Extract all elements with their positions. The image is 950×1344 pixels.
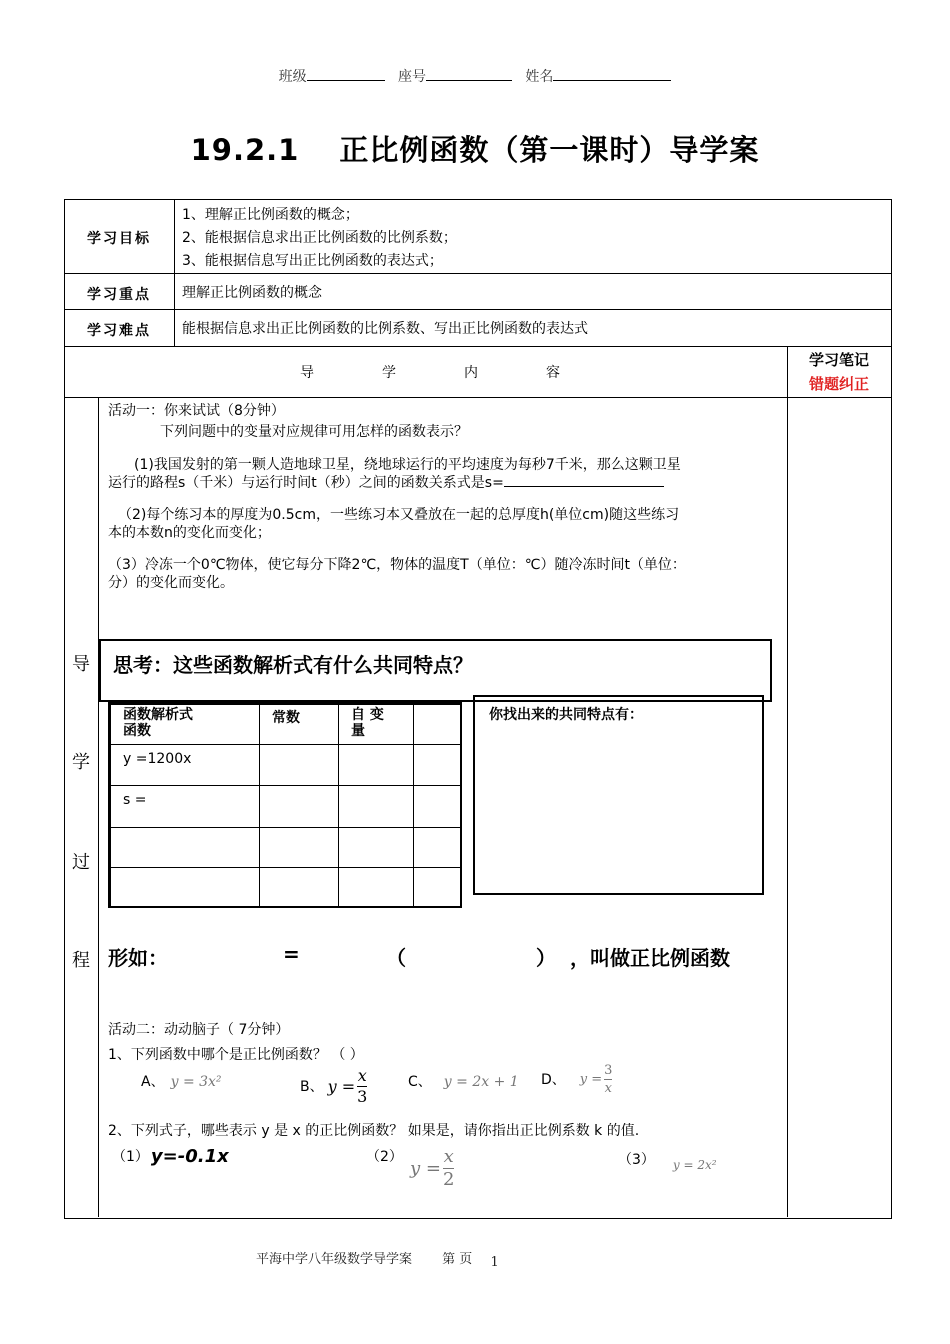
option-a[interactable] bbox=[141, 1073, 222, 1091]
activity2-title: 活动二：动动脑子（ 7分钟） bbox=[108, 1022, 290, 1038]
footer-page-number: 1 bbox=[490, 1255, 499, 1270]
page-title bbox=[0, 128, 950, 169]
table-header-variable bbox=[339, 705, 414, 745]
table-cell[interactable] bbox=[339, 867, 414, 907]
activity1-question-3 bbox=[108, 556, 784, 592]
side-char: 导 bbox=[72, 654, 90, 675]
side-char: 学 bbox=[72, 752, 90, 773]
difficulty-text: 能根据信息求出正比例函数的比例系数、写出正比例函数的表达式 bbox=[182, 321, 588, 337]
question-text: (1)我国发射的第一颗人造地球卫星，绕地球运行的平均速度为每秒7千米，那么这颗卫星 bbox=[134, 457, 681, 473]
divider bbox=[64, 309, 891, 310]
definition-prefix: 形如： bbox=[108, 946, 168, 970]
table-header-function bbox=[111, 705, 260, 745]
fraction-denominator: 2 bbox=[442, 1169, 455, 1190]
activity1-question-1 bbox=[108, 456, 784, 492]
common-features-box[interactable] bbox=[473, 695, 764, 895]
fraction-denominator: 3 bbox=[357, 1087, 368, 1106]
divider bbox=[787, 346, 788, 1217]
subquestion-formula: y = 2x² bbox=[672, 1158, 717, 1172]
subquestion-2-fraction bbox=[443, 1148, 454, 1189]
table-cell[interactable] bbox=[111, 786, 260, 827]
table-cell[interactable] bbox=[260, 745, 339, 786]
divider bbox=[64, 273, 891, 274]
question-text: 分）的变化而变化。 bbox=[108, 575, 234, 591]
definition-paren-open: （ bbox=[386, 946, 406, 970]
table-header-empty bbox=[414, 705, 462, 745]
difficulty-label: 学习难点 bbox=[87, 323, 151, 339]
option-label: B、 bbox=[300, 1078, 324, 1095]
goal-item: 3、能根据信息写出正比例函数的表达式； bbox=[182, 253, 443, 269]
content-header-char: 导 bbox=[300, 365, 314, 381]
definition-paren-close: ） bbox=[536, 946, 556, 970]
goal-item: 2、能根据信息求出正比例函数的比例系数； bbox=[182, 230, 457, 246]
question-text bbox=[108, 474, 784, 492]
activity2-question-1: 1、下列函数中哪个是正比例函数？ （ ） bbox=[108, 1047, 364, 1063]
name-label: 姓名 bbox=[525, 69, 554, 85]
table-cell[interactable] bbox=[339, 786, 414, 827]
question-text-part: 运行的路程s（千米）与运行时间t（秒）之间的函数关系式是s= bbox=[108, 475, 504, 491]
cell-text: y =1200x bbox=[123, 751, 192, 768]
table-cell[interactable] bbox=[414, 867, 462, 907]
subquestion-formula: y=-0.1x bbox=[150, 1146, 229, 1167]
table-cell[interactable] bbox=[260, 867, 339, 907]
table-cell[interactable] bbox=[414, 786, 462, 827]
divider bbox=[64, 346, 891, 347]
table-cell[interactable] bbox=[339, 827, 414, 867]
header-text: 自 变 量 bbox=[351, 707, 384, 739]
goal-item: 1、理解正比例函数的概念； bbox=[182, 207, 359, 223]
fraction-numerator: x bbox=[357, 1066, 367, 1085]
header-text: 函数解析式 函数 bbox=[123, 707, 193, 739]
table-cell[interactable] bbox=[111, 867, 260, 907]
subquestion-1 bbox=[112, 1146, 229, 1167]
definition-suffix: ，叫做正比例函数 bbox=[570, 946, 730, 970]
class-blank[interactable] bbox=[307, 66, 385, 81]
notes-title: 学习笔记 bbox=[808, 351, 869, 369]
divider bbox=[64, 397, 891, 398]
think-box bbox=[99, 639, 772, 702]
goals-label: 学习目标 bbox=[87, 231, 151, 247]
table-cell[interactable] bbox=[260, 827, 339, 867]
fraction-bar bbox=[604, 1079, 612, 1080]
subquestion-3 bbox=[618, 1148, 717, 1172]
activity1-title: 活动一：你来试试（8分钟） bbox=[108, 403, 285, 419]
option-label: D、 bbox=[541, 1071, 566, 1088]
lesson-number: 19.2.1 bbox=[190, 133, 300, 167]
question-text: 本的本数n的变化而变化； bbox=[108, 525, 271, 541]
question-text: （3）冷冻一个0℃物体，使它每分下降2℃，物体的温度T（单位：℃）随冷冻时间t（单位： bbox=[108, 557, 686, 573]
subquestion-2 bbox=[410, 1148, 454, 1189]
common-features-prompt: 你找出来的共同特点有： bbox=[489, 707, 643, 723]
footer-page-label: 第 页 bbox=[442, 1252, 473, 1267]
question-text: （2)每个练习本的厚度为0.5cm，一些练习本又叠放在一起的总厚度h(单位cm)随这些练习 bbox=[118, 507, 680, 523]
activity2-question-2: 2、下列式子，哪些表示 y 是 x 的正比例函数？ 如果是，请你指出正比例系数 k 的值. bbox=[108, 1123, 640, 1139]
option-d-fraction bbox=[604, 1064, 612, 1095]
focus-label: 学习重点 bbox=[87, 287, 151, 303]
content-header-char: 内 bbox=[464, 365, 478, 381]
option-label: A、 bbox=[141, 1074, 165, 1090]
divider bbox=[174, 199, 175, 346]
seat-blank[interactable] bbox=[426, 66, 512, 81]
lesson-title: 正比例函数（第一课时）导学案 bbox=[339, 133, 760, 167]
table-header-constant bbox=[260, 705, 339, 745]
option-label: C、 bbox=[408, 1074, 432, 1090]
focus-text: 理解正比例函数的概念 bbox=[182, 285, 322, 301]
subquestion-label: （3） bbox=[618, 1152, 655, 1168]
subquestion-2-label-wrap bbox=[366, 1146, 403, 1166]
fraction-numerator: x bbox=[443, 1146, 454, 1167]
table-cell[interactable] bbox=[414, 745, 462, 786]
cell-text: s = bbox=[123, 792, 147, 809]
activity1-question-2 bbox=[108, 506, 784, 542]
content-header-char: 容 bbox=[546, 365, 560, 381]
activity1-intro: 下列问题中的变量对应规律可用怎样的函数表示？ bbox=[160, 424, 468, 440]
option-formula: y = 2x + 1 bbox=[443, 1074, 519, 1090]
subquestion-formula-lhs: y = bbox=[410, 1158, 441, 1179]
seat-label: 座号 bbox=[398, 69, 426, 85]
divider bbox=[98, 397, 99, 1217]
goals-list bbox=[182, 204, 457, 273]
table-cell[interactable] bbox=[260, 786, 339, 827]
table-cell[interactable] bbox=[111, 745, 260, 786]
content-header-char: 学 bbox=[382, 365, 396, 381]
option-b[interactable] bbox=[300, 1068, 367, 1105]
table-cell[interactable] bbox=[339, 745, 414, 786]
option-c[interactable] bbox=[408, 1073, 519, 1091]
option-b-fraction bbox=[357, 1068, 367, 1105]
side-char: 过 bbox=[72, 852, 90, 873]
name-blank[interactable] bbox=[553, 66, 671, 81]
answer-blank[interactable] bbox=[504, 474, 664, 487]
header-text: 常数 bbox=[272, 710, 300, 726]
option-formula-lhs: y = bbox=[327, 1076, 356, 1096]
footer bbox=[256, 1248, 499, 1270]
fraction-denominator: x bbox=[604, 1081, 612, 1096]
notes-subtitle: 错题纠正 bbox=[808, 375, 869, 393]
option-formula: y = 3x² bbox=[170, 1074, 222, 1090]
think-text: 思考：这些函数解析式有什么共同特点？ bbox=[113, 653, 473, 677]
subquestion-label: （2） bbox=[366, 1149, 403, 1165]
student-info-line bbox=[0, 66, 950, 86]
fraction-numerator: 3 bbox=[604, 1063, 613, 1078]
class-label: 班级 bbox=[278, 69, 307, 85]
table-cell[interactable] bbox=[111, 827, 260, 867]
option-d[interactable] bbox=[541, 1064, 612, 1095]
definition-line bbox=[108, 942, 768, 970]
function-table bbox=[108, 702, 462, 908]
definition-equals: = bbox=[283, 942, 300, 966]
subquestion-label: （1） bbox=[112, 1148, 149, 1165]
content-header bbox=[300, 364, 560, 382]
side-char: 程 bbox=[72, 950, 90, 971]
option-formula-lhs: y = bbox=[579, 1071, 603, 1087]
footer-text: 平海中学八年级数学导学案 bbox=[256, 1252, 413, 1267]
table-cell[interactable] bbox=[414, 827, 462, 867]
